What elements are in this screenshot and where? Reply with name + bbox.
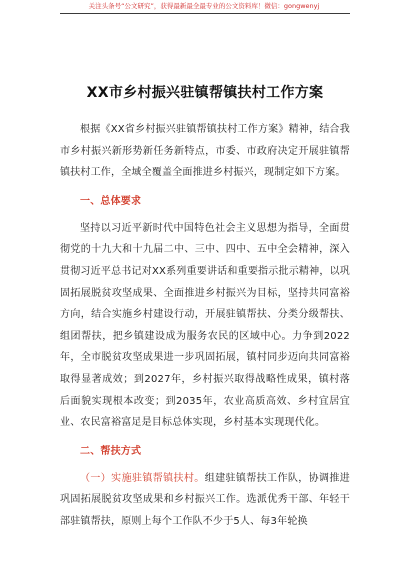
section-heading-assistance-methods: 二、帮扶方式	[80, 445, 142, 457]
header-rule	[60, 13, 350, 14]
document-title: XX市乡村振兴驻镇帮镇扶村工作方案	[86, 85, 324, 101]
promo-banner: 关注头条号“公文研究”，获得最新最全最专业的公文资料库！微信：gongwenyj	[88, 2, 320, 10]
sub-paragraph-text: 组建驻镇帮扶工作队，协调推进巩固拓展脱贫攻坚成果和乡村振兴工作。选派优秀干部、年轻干部驻镇帮扶，原则上每个工作队不少于5人、每3年轮换	[60, 472, 350, 527]
section-paragraph-assistance-methods	[60, 468, 350, 533]
sub-heading-station-assistance: （一）实施驻镇帮镇扶村。	[80, 472, 205, 484]
section-heading-general-requirements: 一、总体要求	[80, 195, 142, 207]
section-paragraph-general-requirements: 坚持以习近平新时代中国特色社会主义思想为指导，全面贯彻党的十九大和十九届二中、三中、四中、五中全会精神，深入贯彻习近平总书记对XX系列重要讲话和重要指示批示精神，以巩固拓展脱贫攻坚成果、全面推进乡村振兴为目标，坚持共同富裕方向，结合实施乡村建设行动，开展驻镇帮扶、分类分级帮扶、组团帮扶，把乡镇建设成为服务农民的区域中心。力争到2022年，全市脱贫攻坚成果进一步巩固拓展，镇村同步迈向共同富裕取得显著成效；到2027年，乡村振兴取得战略性成果，镇村落后面貌实现根本改变；到2035年，农业高质高效、乡村宜居宜业、农民富裕富足是目标总体实现，乡村基本实现现代化。	[60, 222, 350, 429]
intro-paragraph: 根据《XX省乡村振兴驻镇帮镇扶村工作方案》精神，结合我市乡村振兴新形势新任务新特点，市委、市政府决定开展驻镇帮镇扶村工作，全域全覆盖全面推进乡村振兴，现制定如下方案。	[60, 124, 350, 179]
